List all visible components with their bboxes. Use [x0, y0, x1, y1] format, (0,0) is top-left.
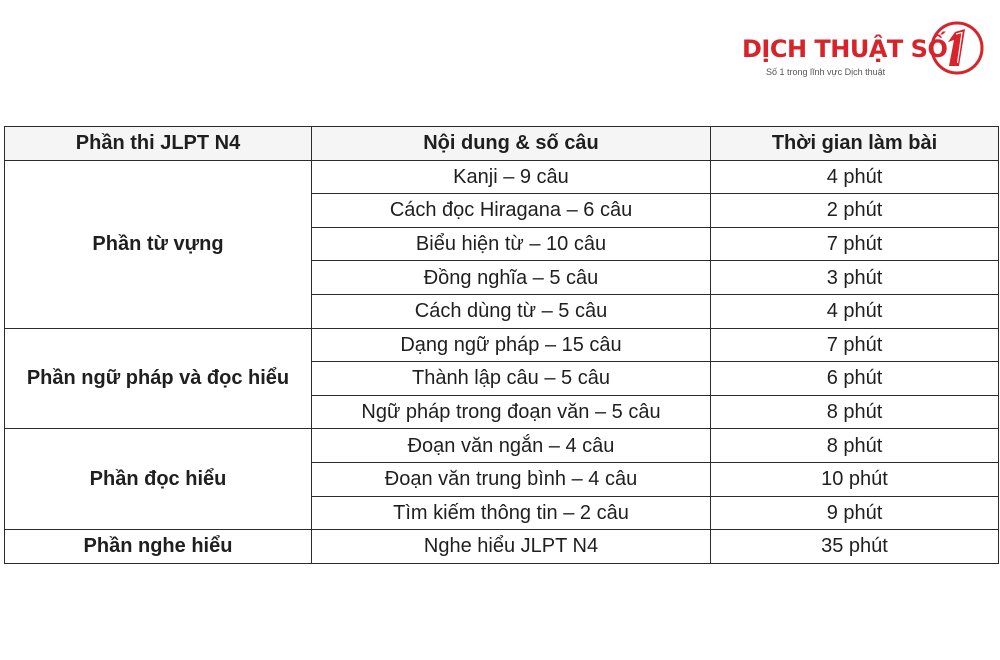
content-cell: Nghe hiểu JLPT N4: [312, 530, 711, 564]
logo-tagline: Số 1 trong lĩnh vực Dịch thuật: [766, 67, 886, 77]
header-content: Nội dung & số câu: [312, 127, 711, 161]
content-cell: Kanji – 9 câu: [312, 160, 711, 194]
time-cell: 10 phút: [711, 462, 999, 496]
table-row: [5, 160, 999, 194]
header-time: Thời gian làm bài: [711, 127, 999, 161]
content-cell: Cách đọc Hiragana – 6 câu: [312, 194, 711, 228]
time-cell: 35 phút: [711, 530, 999, 564]
time-cell: 6 phút: [711, 362, 999, 396]
section-grammar-reading: Phần ngữ pháp và đọc hiểu: [5, 328, 312, 429]
time-cell: 8 phút: [711, 429, 999, 463]
content-cell: Đoạn văn ngắn – 4 câu: [312, 429, 711, 463]
section-listening: Phần nghe hiểu: [5, 530, 312, 564]
content-cell: Biểu hiện từ – 10 câu: [312, 227, 711, 261]
table-row: [5, 530, 999, 564]
time-cell: 9 phút: [711, 496, 999, 530]
content-cell: Đồng nghĩa – 5 câu: [312, 261, 711, 295]
time-cell: 7 phút: [711, 328, 999, 362]
time-cell: 3 phút: [711, 261, 999, 295]
logo-name: DỊCH THUẬT SỐ: [742, 35, 948, 63]
time-cell: 2 phút: [711, 194, 999, 228]
time-cell: 8 phút: [711, 395, 999, 429]
time-cell: 4 phút: [711, 160, 999, 194]
content-cell: Đoạn văn trung bình – 4 câu: [312, 462, 711, 496]
section-vocabulary: Phần từ vựng: [5, 160, 312, 328]
table-row: [5, 429, 999, 463]
jlpt-n4-structure-table: [4, 126, 999, 564]
time-cell: 7 phút: [711, 227, 999, 261]
content-cell: Ngữ pháp trong đoạn văn – 5 câu: [312, 395, 711, 429]
time-cell: 4 phút: [711, 294, 999, 328]
content-cell: Tìm kiếm thông tin – 2 câu: [312, 496, 711, 530]
content-cell: Dạng ngữ pháp – 15 câu: [312, 328, 711, 362]
header-section: Phần thi JLPT N4: [5, 127, 312, 161]
section-reading: Phần đọc hiểu: [5, 429, 312, 530]
table-row: [5, 328, 999, 362]
content-cell: Thành lập câu – 5 câu: [312, 362, 711, 396]
brand-logo: [742, 20, 988, 82]
content-cell: Cách dùng từ – 5 câu: [312, 294, 711, 328]
number-one-logo-icon: [929, 20, 985, 76]
table-header-row: [5, 127, 999, 161]
